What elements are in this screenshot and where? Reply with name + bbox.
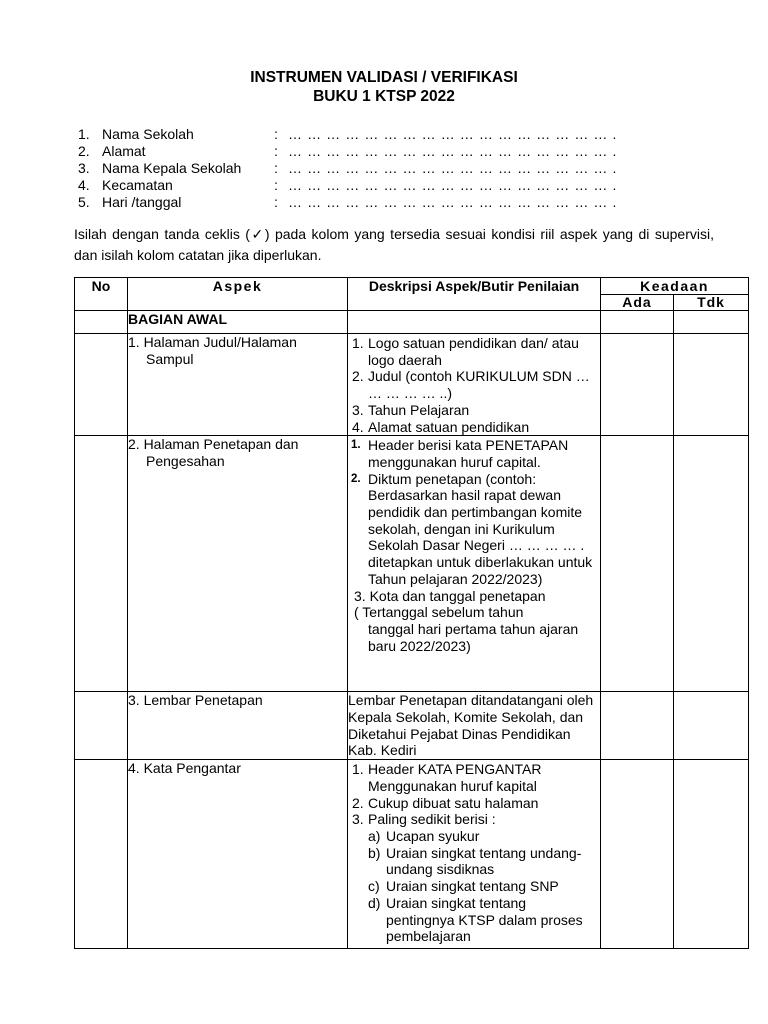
item-text: Diktum penetapan (contoh: Berdasarkan hasil rapat dewan pendidik dan pertimbangan komite sekolah, dengan ini Kurikulum Sekolah Dasar Negeri … … … … . ditetapkan untuk diberlakukan untuk Tahun pelajaran 2022/2023)	[368, 470, 593, 587]
list-item	[350, 419, 596, 436]
list-item	[350, 795, 596, 812]
aspek-cell	[128, 436, 348, 692]
aspek-cell	[128, 692, 348, 760]
item-marker: 2.	[352, 794, 364, 811]
field-colon: :	[274, 126, 278, 142]
field-number: 3.	[78, 160, 90, 176]
item-text: Ucapan syukur	[386, 828, 480, 845]
list-item	[350, 471, 596, 588]
instruction-text-start: Isilah dengan tanda ceklis (	[74, 226, 250, 242]
item-text: Paling sedikit berisi :	[368, 811, 496, 828]
tdk-checkbox-cell[interactable]	[674, 436, 749, 692]
field-colon: :	[274, 177, 278, 193]
item-marker: 2.	[351, 472, 361, 485]
no-cell	[75, 436, 128, 692]
table-row	[75, 692, 749, 760]
item-marker: d)	[368, 894, 381, 911]
list-item	[350, 878, 596, 895]
title-line-1: INSTRUMEN VALIDASI / VERIFIKASI	[250, 69, 518, 86]
field-label: Alamat	[102, 143, 146, 159]
field-number: 5.	[78, 194, 90, 210]
item-text: Judul (contoh KURIKULUM SDN … … … … … ..)	[368, 368, 590, 402]
ada-checkbox-cell[interactable]	[601, 760, 674, 949]
column-header-aspek: Aspek	[128, 278, 348, 311]
item-marker: 3.	[352, 401, 364, 418]
field-colon: :	[274, 160, 278, 176]
desc-cell	[348, 760, 601, 949]
item-text: Logo satuan pendidikan dan/ atau logo daerah	[368, 335, 579, 368]
ada-checkbox-cell[interactable]	[601, 692, 674, 760]
column-header-ada: Ada	[601, 295, 674, 311]
item-marker: 1.	[351, 439, 361, 452]
desc-list	[348, 760, 600, 945]
item-marker: b)	[368, 844, 381, 861]
item-text: ( Tertanggal sebelum tahun	[354, 604, 524, 621]
ada-checkbox-cell[interactable]	[601, 311, 674, 334]
item-text-continued: tanggal hari pertama tahun ajaran baru 2022/2023)	[368, 620, 579, 654]
ada-checkbox-cell[interactable]	[601, 436, 674, 692]
field-colon: :	[274, 143, 278, 159]
item-text: Uraian singkat tentang pentingnya KTSP dalam proses pembelajaran	[386, 894, 583, 945]
aspek-label: 1. Halaman Judul/Halaman Sampul	[128, 334, 297, 367]
list-item	[350, 368, 596, 401]
list-item	[350, 604, 596, 654]
column-header-deskripsi: Deskripsi Aspek/Butir Penilaian	[348, 278, 601, 311]
table-header-row	[75, 278, 749, 295]
item-text: Tahun Pelajaran	[368, 401, 470, 418]
no-cell	[75, 334, 128, 436]
item-text: Cukup dibuat satu halaman	[368, 794, 539, 811]
item-marker: c)	[368, 878, 380, 895]
desc-cell	[348, 334, 601, 436]
item-marker: 1.	[352, 335, 364, 351]
field-colon: :	[274, 194, 278, 210]
validation-table	[74, 277, 749, 949]
aspek-cell	[128, 334, 348, 436]
aspek-label: 2. Halaman Penetapan dan Pengesahan	[128, 436, 299, 469]
desc-text: Lembar Penetapan ditandatangani oleh Kepala Sekolah, Komite Sekolah, dan Diketahui Pejabat Dinas Pendidikan Kab. Kediri	[348, 692, 594, 759]
field-label: Nama Kepala Sekolah	[102, 160, 242, 176]
desc-cell	[348, 692, 601, 760]
desc-list	[348, 436, 600, 654]
field-blank: … … … … … … … … … … … … … … … … … .	[288, 126, 618, 142]
list-item	[350, 828, 596, 845]
desc-list	[348, 334, 600, 435]
instruction-paragraph	[74, 224, 714, 266]
list-item	[350, 402, 596, 419]
item-marker: a)	[368, 828, 381, 845]
column-header-tdk: Tdk	[674, 295, 749, 311]
list-item	[350, 895, 596, 945]
section-label: BAGIAN AWAL	[128, 311, 348, 334]
field-number: 4.	[78, 177, 90, 193]
item-marker: 2.	[352, 368, 364, 385]
item-marker: 1.	[352, 761, 364, 778]
item-text: Uraian singkat tentang undang-undang sisdiknas	[386, 844, 582, 878]
aspek-cell	[128, 760, 348, 949]
tdk-checkbox-cell[interactable]	[674, 760, 749, 949]
field-number: 2.	[78, 143, 90, 159]
no-cell	[75, 760, 128, 949]
field-number: 1.	[78, 126, 90, 142]
table-row	[75, 334, 749, 436]
item-text: Header KATA PENGANTAR Menggunakan huruf kapital	[368, 761, 542, 794]
field-blank: … … … … … … … … … … … … … … … … … .	[288, 143, 618, 159]
field-blank: … … … … … … … … … … … … … … … … … .	[288, 160, 618, 176]
item-text: 3. Kota dan tanggal penetapan	[354, 587, 546, 604]
document-title	[0, 68, 768, 106]
tdk-checkbox-cell[interactable]	[674, 692, 749, 760]
item-text: Uraian singkat tentang SNP	[386, 878, 559, 895]
table-row	[75, 436, 749, 692]
item-marker: 4.	[352, 418, 364, 435]
no-cell	[75, 311, 128, 334]
table-row	[75, 760, 749, 949]
field-label: Hari /tanggal	[102, 194, 182, 210]
aspek-label: 4. Kata Pengantar	[128, 760, 241, 777]
item-marker: 3.	[352, 811, 364, 828]
item-text: Header berisi kata PENETAPAN menggunakan huruf capital.	[368, 437, 569, 470]
column-header-no: No	[75, 278, 128, 311]
desc-cell	[348, 436, 601, 692]
field-label: Kecamatan	[102, 177, 173, 193]
aspek-label: 3. Lembar Penetapan	[128, 692, 263, 709]
tdk-checkbox-cell[interactable]	[674, 334, 749, 436]
field-label: Nama Sekolah	[102, 126, 194, 142]
list-item	[350, 335, 596, 368]
list-item	[350, 811, 596, 828]
instruction-text-end: ) pada kolom yang tersedia sesuai kondisi riil aspek yang di supervisi, dan isilah kolom catatan jika diperlukan.	[74, 226, 714, 263]
checkmark-icon: ✓	[249, 226, 265, 242]
list-item	[350, 437, 596, 470]
desc-cell	[348, 311, 601, 334]
column-header-keadaan: Keadaan	[601, 278, 749, 295]
field-blank: … … … … … … … … … … … … … … … … … .	[288, 194, 618, 210]
no-cell	[75, 692, 128, 760]
item-text: Alamat satuan pendidikan	[368, 418, 530, 435]
ada-checkbox-cell[interactable]	[601, 334, 674, 436]
list-item	[350, 845, 596, 878]
title-line-2: BUKU 1 KTSP 2022	[313, 88, 455, 105]
list-item	[350, 588, 596, 605]
field-blank: … … … … … … … … … … … … … … … … … .	[288, 177, 618, 193]
section-row	[75, 311, 749, 334]
tdk-checkbox-cell[interactable]	[674, 311, 749, 334]
list-item	[350, 761, 596, 794]
